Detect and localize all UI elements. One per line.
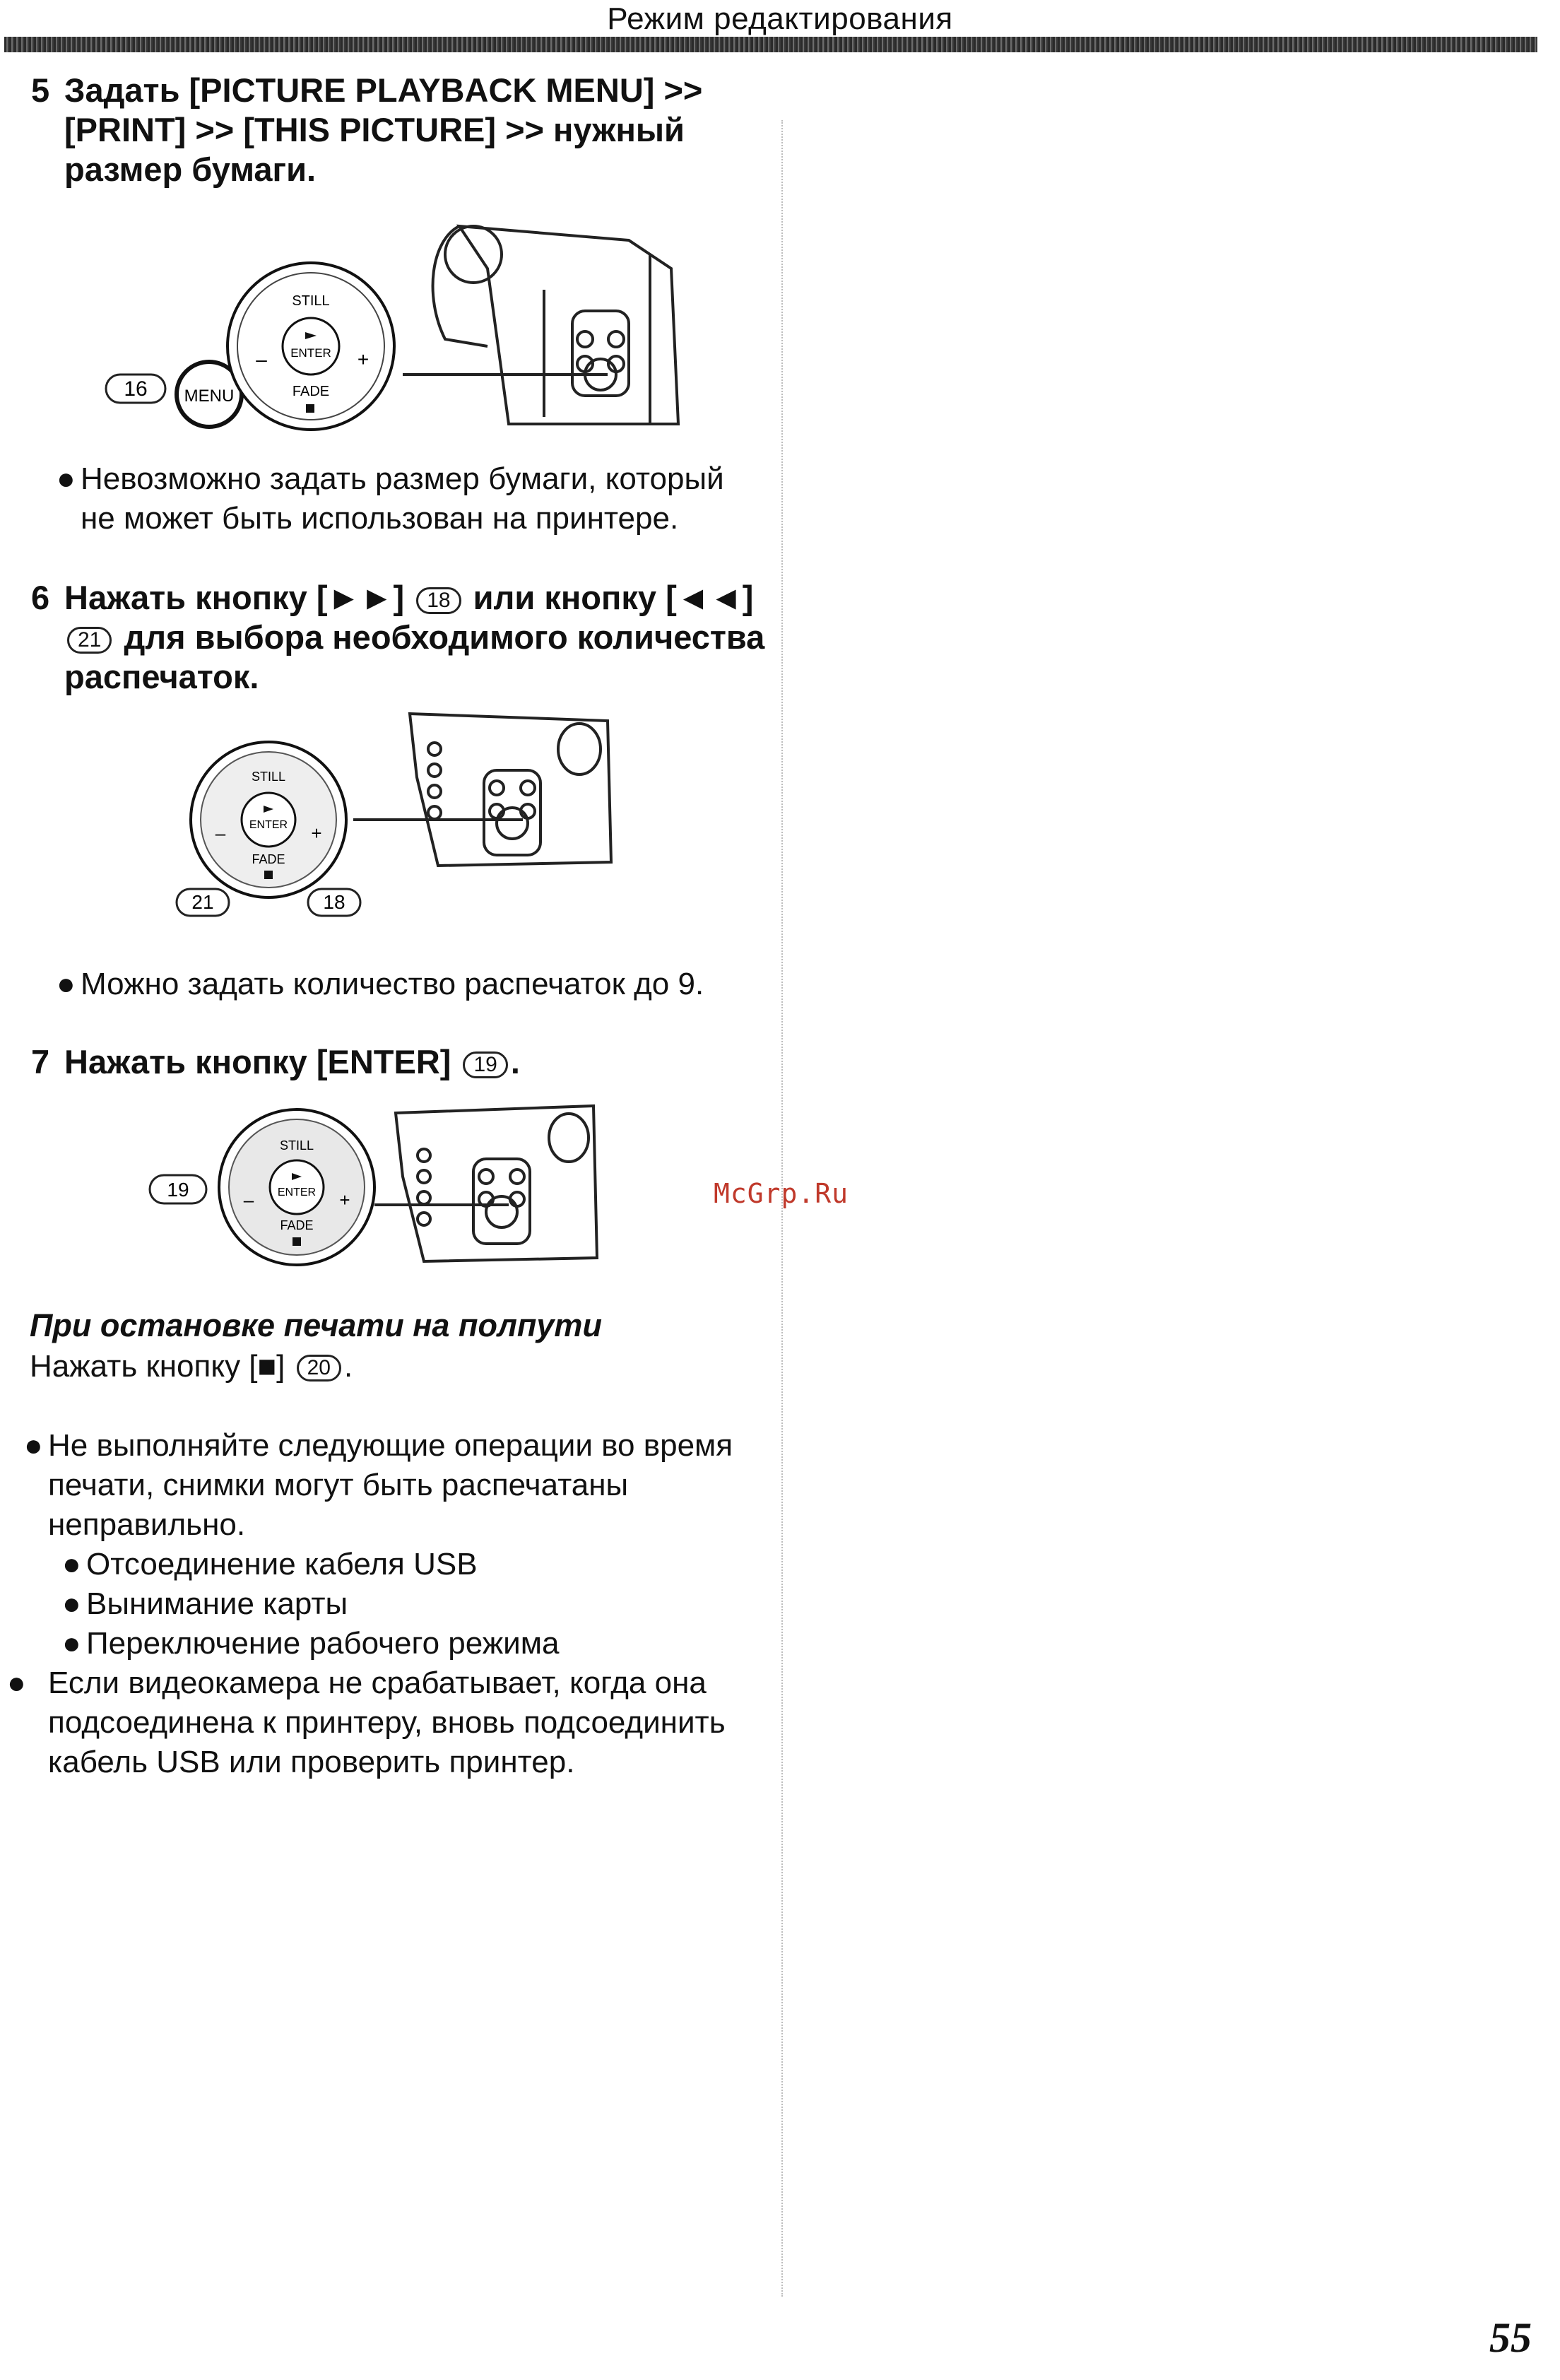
control-dial (191, 742, 346, 897)
svg-text:19: 19 (167, 1179, 189, 1201)
svg-text:FADE: FADE (280, 1218, 314, 1232)
badge-21: 21 (67, 627, 112, 654)
svg-text:STILL: STILL (279, 1138, 314, 1153)
bullet-dot: ● (62, 1626, 81, 1661)
camera-dial-illustration-1 (92, 212, 685, 438)
badge-20: 20 (297, 1355, 341, 1382)
bullet-dot: ● (57, 461, 76, 496)
svg-text:ENTER: ENTER (249, 819, 288, 831)
svg-text:+: + (357, 348, 370, 370)
step-6 (31, 578, 780, 697)
svg-text:FADE: FADE (252, 852, 285, 866)
camcorder-body (374, 1106, 597, 1261)
svg-text:–: – (215, 823, 226, 844)
bullet-dot: ● (57, 967, 76, 1001)
bullet-warning-item (62, 1624, 755, 1663)
bullet-dot: ● (62, 1547, 81, 1581)
instruction-text: Нажать кнопку [■] (30, 1349, 285, 1384)
camera-dial-illustration-2 (170, 707, 622, 926)
bullet-text: Не выполняйте следующие операции во время печати, снимки могут быть распечатаны неправильно. (48, 1428, 733, 1542)
bullet-dot: ● (7, 1666, 26, 1700)
svg-text:–: – (256, 348, 267, 370)
badge-21 (177, 889, 229, 916)
camera-dial-illustration-3 (141, 1099, 608, 1283)
bullet-warning-item (62, 1584, 755, 1624)
camcorder-body (353, 714, 611, 866)
page-number: 55 (1489, 2314, 1532, 2361)
badge-19 (150, 1175, 206, 1203)
bullet-warning-item (62, 1545, 755, 1584)
stop-print-instruction (30, 1347, 353, 1386)
control-dial (219, 1109, 374, 1265)
svg-text:STILL: STILL (292, 293, 330, 309)
bullet-text: Можно задать количество распечаток до 9. (81, 967, 704, 1001)
svg-text:21: 21 (191, 891, 214, 913)
svg-text:STILL: STILL (251, 770, 286, 784)
step-number: 5 (31, 71, 50, 109)
bullet-text: Отсоединение кабеля USB (86, 1547, 478, 1581)
step-text (31, 578, 780, 697)
bullet-warning-intro (24, 1426, 738, 1545)
step-text-part: Нажать кнопку [►►] (64, 579, 405, 616)
control-dial (228, 263, 394, 430)
bullet-paper-size-note (57, 459, 763, 538)
step-7 (31, 1042, 780, 1082)
bullet-print-count-note (57, 965, 763, 1004)
bullet-warning-last (7, 1663, 735, 1782)
bullet-text: Вынимание карты (86, 1586, 348, 1621)
badge-18: 18 (416, 587, 461, 614)
step-number: 7 (31, 1043, 50, 1080)
svg-text:+: + (311, 823, 322, 844)
camcorder-body (403, 226, 678, 424)
watermark: McGrp.Ru (714, 1178, 849, 1209)
svg-text:+: + (339, 1189, 350, 1210)
step-text-part: . (510, 1043, 520, 1080)
svg-text:ENTER: ENTER (290, 346, 331, 360)
step-number: 6 (31, 579, 50, 616)
bullet-text: Невозможно задать размер бумаги, который не может быть использован на принтере. (81, 461, 724, 536)
step-text (31, 1042, 780, 1082)
badge-18 (308, 889, 360, 916)
step-text: Задать [PICTURE PLAYBACK MENU] >> [PRINT] >> [THIS PICTURE] >> нужный размер бумаги. (64, 71, 703, 188)
section-heading: При остановке печати на полпути (30, 1307, 602, 1343)
bullet-dot: ● (62, 1586, 81, 1621)
bullet-text: Переключение рабочего режима (86, 1626, 560, 1661)
badge-16 (106, 375, 165, 403)
badge-19: 19 (463, 1051, 507, 1078)
step-text-part: или кнопку [◄◄] (473, 579, 754, 616)
svg-text:–: – (243, 1189, 254, 1210)
bullet-text: Если видеокамера не срабатывает, когда она подсоединена к принтеру, вновь подсоединить кабель USB или проверить принтер. (48, 1666, 726, 1779)
svg-text:FADE: FADE (292, 384, 330, 399)
svg-text:16: 16 (124, 377, 148, 401)
bullet-dot: ● (24, 1428, 43, 1463)
instruction-text-end: . (343, 1349, 353, 1384)
header-rule (4, 37, 1537, 52)
step-text-part: Нажать кнопку [ENTER] (64, 1043, 451, 1080)
step-text-part: для выбора необходимого количества распечаток. (64, 618, 765, 695)
step-5 (31, 71, 780, 189)
page-header-title: Режим редактирования (607, 1, 953, 36)
svg-text:ENTER: ENTER (277, 1186, 317, 1198)
svg-text:MENU: MENU (184, 387, 235, 406)
svg-text:18: 18 (323, 891, 345, 913)
